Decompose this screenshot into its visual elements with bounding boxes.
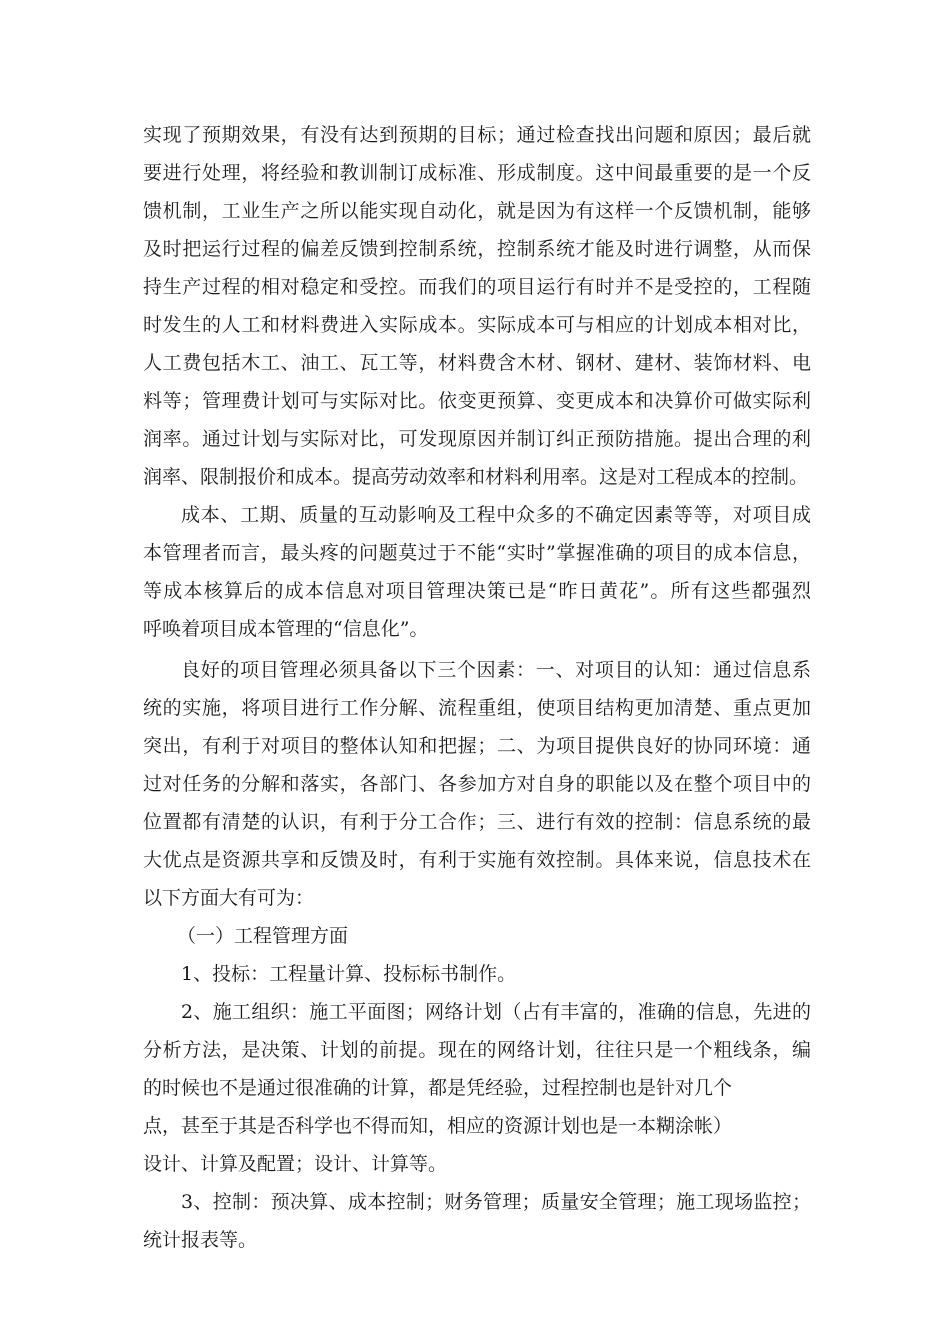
text-line: 统的实施，将项目进行工作分解、流程重组，使项目结构更加清楚、重点更加: [143, 697, 811, 719]
list-item-control: [143, 1183, 811, 1259]
text-line: 3、控制：预决算、成本控制；财务管理；质量安全管理；施工现场监控；: [181, 1191, 811, 1213]
text-line: 良好的项目管理必须具备以下三个因素：一、对项目的认知：通过信息系: [181, 659, 811, 681]
text-line: 本管理者而言，最头疼的问题莫过于不能“实时”掌握准确的项目的成本信息，: [143, 542, 811, 564]
text-line: 持生产过程的相对稳定和受控。而我们的项目运行有时并不是受控的，工程随: [143, 276, 811, 298]
text-line: 呼唤着项目成本管理的“信息化”。: [143, 618, 429, 640]
text-line: 设计、计算及配置；设计、计算等。: [143, 1153, 448, 1175]
paragraph-three-factors: [143, 651, 811, 917]
text-line: 人工费包括木工、油工、瓦工等，材料费含木材、钢材、建材、装饰材料、电: [143, 352, 811, 374]
text-line: 统计报表等。: [143, 1229, 258, 1251]
paragraph-feedback-control: [143, 116, 811, 496]
text-line: 等成本核算后的成本信息对项目管理决策已是“昨日黄花”。所有这些都强烈: [143, 580, 811, 602]
text-line: 时发生的人工和材料费进入实际成本。实际成本可与相应的计划成本相对比，: [143, 314, 811, 336]
list-item-construction-organization: [143, 993, 811, 1183]
document-body: [143, 116, 811, 1259]
list-item-bidding: [143, 955, 811, 993]
text-line: 的时候也不是通过很准确的计算，都是凭经验，过程控制也是针对几个: [143, 1077, 733, 1099]
text-line: 料等；管理费计划可与实际对比。依变更预算、变更成本和决算价可做实际利: [143, 390, 811, 412]
text-line: 大优点是资源共享和反馈及时，有利于实施有效控制。具体来说，信息技术在: [143, 849, 811, 871]
text-line: 要进行处理，将经验和教训制订成标准、形成制度。这中间最重要的是一个反: [143, 162, 811, 184]
text-line: 及时把运行过程的偏差反馈到控制系统，控制系统才能及时进行调整，从而保: [143, 238, 811, 260]
text-line: 实现了预期效果，有没有达到预期的目标；通过检查找出问题和原因；最后就: [143, 124, 811, 146]
text-line: 1、投标：工程量计算、投标标书制作。: [181, 963, 517, 985]
text-line: 以下方面大有可为：: [143, 887, 315, 909]
text-line: 过对任务的分解和落实，各部门、各参加方对自身的职能以及在整个项目中的: [143, 773, 811, 795]
text-line: 润率。通过计划与实际对比，可发现原因并制订纠正预防措施。提出合理的利: [143, 428, 811, 450]
section-heading: [143, 917, 811, 955]
text-line: 馈机制，工业生产之所以能实现自动化，就是因为有这样一个反馈机制，能够: [143, 200, 811, 222]
text-line: 分析方法，是决策、计划的前提。现在的网络计划，往往只是一个粗线条，编: [143, 1039, 811, 1061]
heading-line: （一）工程管理方面: [177, 925, 349, 947]
text-line: 润率、限制报价和成本。提高劳动效率和材料利用率。这是对工程成本的控制。: [143, 466, 809, 488]
text-line: 位置都有清楚的认识，有利于分工合作；三、进行有效的控制：信息系统的最: [143, 811, 811, 833]
text-line: 突出，有利于对项目的整体认知和把握；二、为项目提供良好的协同环境：通: [143, 735, 811, 757]
paragraph-informatization: [143, 496, 811, 648]
text-line: 成本、工期、质量的互动影响及工程中众多的不确定因素等等，对项目成: [181, 504, 811, 526]
text-line: 点，甚至于其是否科学也不得而知，相应的资源计划也是一本糊涂帐）: [143, 1115, 733, 1137]
text-line: 2、施工组织：施工平面图；网络计划（占有丰富的，准确的信息，先进的: [181, 1001, 811, 1023]
